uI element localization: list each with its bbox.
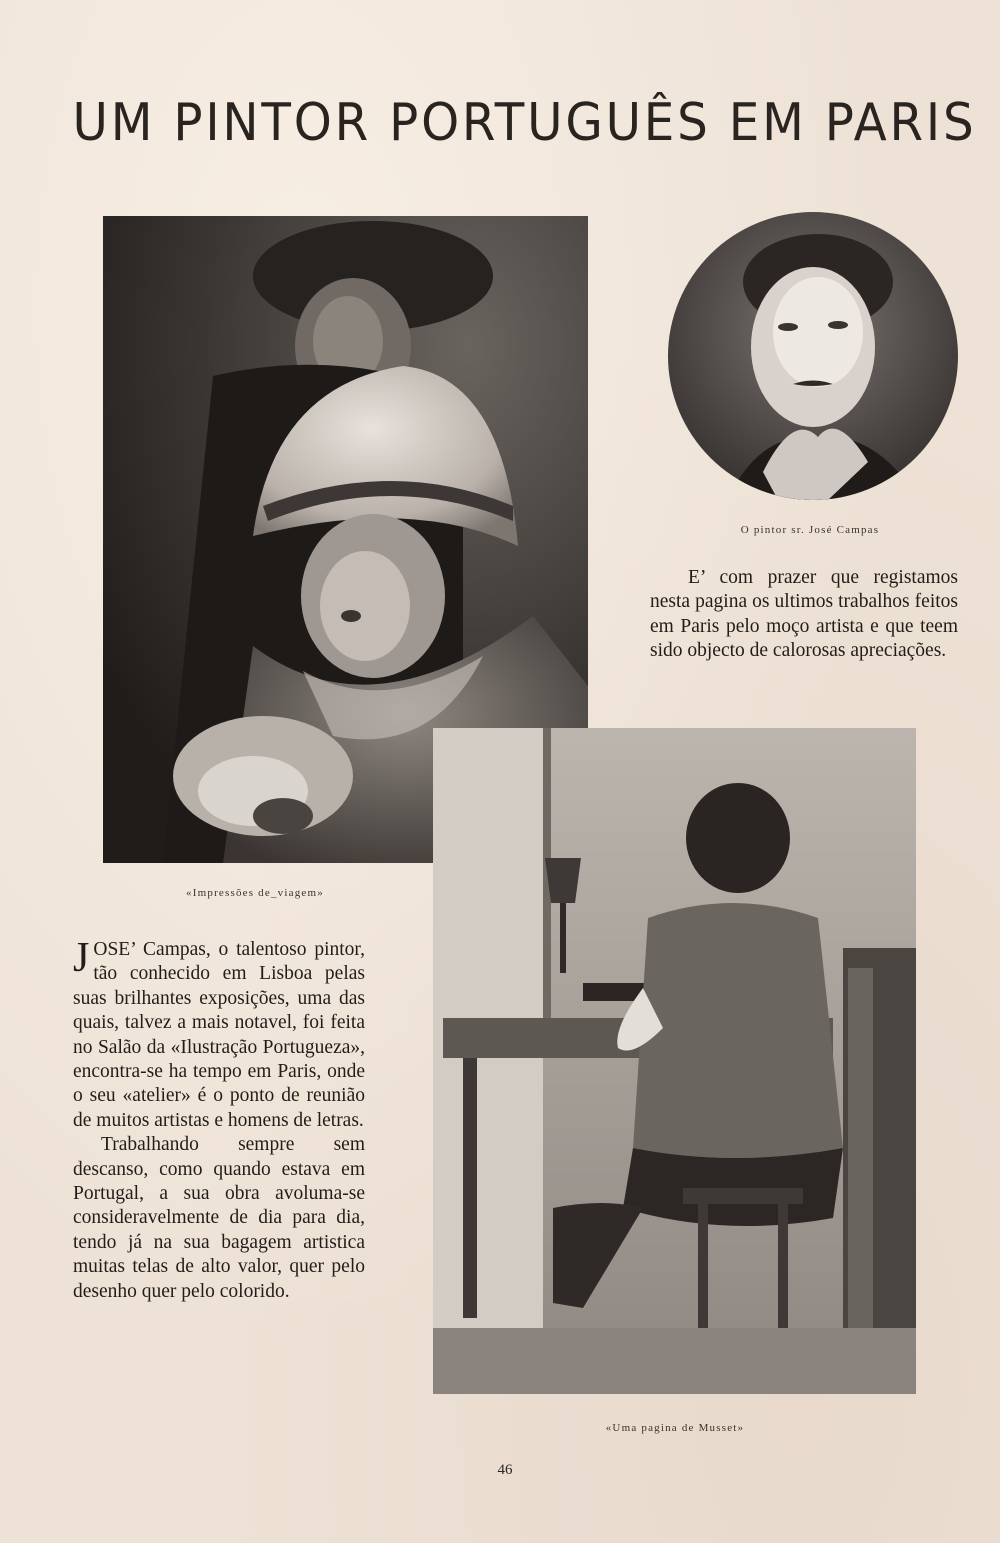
drop-cap: J <box>73 935 90 981</box>
portrait-jose-campas <box>668 212 958 500</box>
painting-woman-at-table-image <box>433 728 916 1394</box>
body-paragraph-1 <box>73 935 365 1133</box>
page-title: UM PINTOR PORTUGUÊS EM PARIS <box>72 93 977 153</box>
intro-paragraph <box>650 566 958 664</box>
painting2-caption: «Uma pagina de Musset» <box>605 1422 745 1434</box>
painting1-caption: «Impressões de_viagem» <box>186 887 324 899</box>
portrait-caption: O pintor sr. José Campas <box>740 524 880 536</box>
portrait-man-image <box>668 212 958 500</box>
article-body <box>73 935 365 1304</box>
intro-text: E’ com prazer que registamos nesta pagina os ultimos trabalhos feitos em Paris pelo moço artista e que teem sido objecto de calorosas apreciações. <box>650 567 958 662</box>
body-paragraph-2: Trabalhando sempre sem descanso, como quando estava em Portugal, a sua obra avoluma-se consideravelmente de dia para dia, tendo já na sua bagagem artistica muitas telas de alto valor, quer pelo desenho quer pelo colorido. <box>73 1134 365 1302</box>
page-number: 46 <box>497 1462 513 1478</box>
painting-uma-pagina-de-musset <box>433 728 916 1394</box>
body-paragraph-1-text: OSE’ Campas, o talentoso pintor, tão conhecido em Lisboa pelas suas brilhantes exposições, uma das quais, talvez a mais notavel, foi feita no Salão da «Ilustração Portugueza», encontra-se ha tempo em Paris, onde o seu «atelier» é o ponto de reunião de muitos artistas e homens de letras. <box>73 939 365 1131</box>
